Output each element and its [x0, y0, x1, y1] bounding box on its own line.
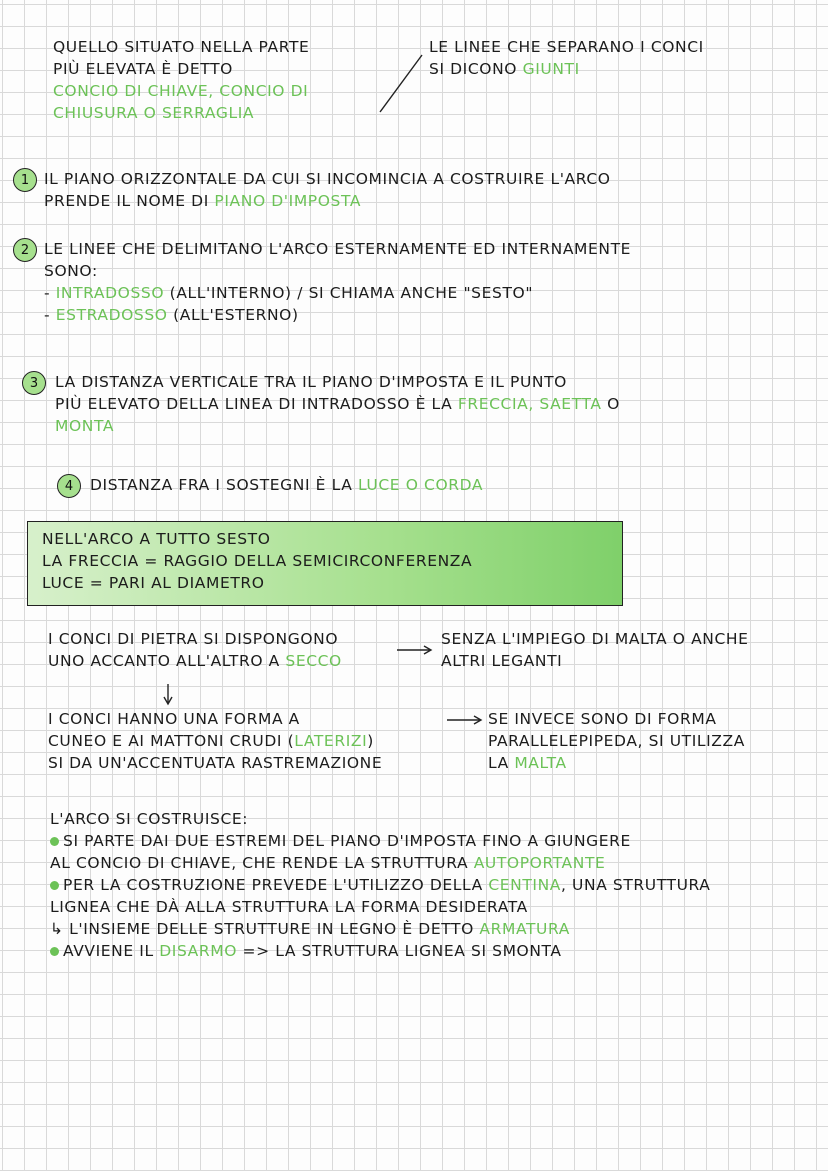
item-2: LE LINEE CHE DELIMITANO L'ARCO ESTERNAMENTE ED INTERNAMENTE SONO: - INTRADOSSO (ALL'INTERNO) / SI CHIAMA ANCHE "SESTO" - ESTRADOSSO (ALL'ESTERNO) [44, 240, 632, 324]
section-line: => LA STRUTTURA LIGNEA SI SMONTA [237, 942, 562, 960]
item-1 [44, 168, 611, 212]
top-left-note [53, 36, 309, 124]
section-heading: L'ARCO SI COSTRUISCE: [50, 810, 249, 828]
flow2-right [488, 708, 745, 774]
note-line: PIÙ ELEVATA È DETTO [53, 60, 233, 78]
item-line: O [601, 395, 620, 413]
item-line: (ALL'ESTERNO) [167, 306, 299, 324]
section-line: AL CONCIO DI CHIAVE, CHE RENDE LA STRUTTURA [50, 854, 474, 872]
term-giunti: GIUNTI [522, 60, 580, 78]
flow-line: UNO ACCANTO ALL'ALTRO A [48, 652, 286, 670]
flow1-right [441, 628, 749, 672]
section-line: L'INSIEME DELLE STRUTTURE IN LEGNO È DETTO [63, 920, 480, 938]
term-freccia: FRECCIA, SAETTA [457, 395, 602, 413]
section-line: , UNA STRUTTURA [561, 876, 711, 894]
highlight-box [27, 521, 623, 606]
bullet-dot-icon [50, 881, 59, 890]
term-laterizi: LATERIZI [294, 732, 368, 750]
term-intradosso: INTRADOSSO [55, 284, 165, 302]
note-line: QUELLO SITUATO NELLA PARTE [53, 38, 310, 56]
item-line: SONO: [44, 262, 98, 280]
item-number-badge: 3 [22, 371, 46, 395]
term-disarmo: DISARMO [159, 942, 238, 960]
note-line: LE LINEE CHE SEPARANO I CONCI [429, 38, 704, 56]
flow-line: I CONCI HANNO UNA FORMA A [48, 710, 300, 728]
flow-line: ) [367, 732, 374, 750]
term-estradosso: ESTRADOSSO [55, 306, 168, 324]
box-line: LA FRECCIA = RAGGIO DELLA SEMICIRCONFERENZA [42, 552, 473, 570]
box-line: NELL'ARCO A TUTTO SESTO [42, 530, 271, 548]
item-3 [55, 371, 620, 437]
bullet-dot-icon [50, 837, 59, 846]
box-line: LUCE = PARI AL DIAMETRO [42, 574, 265, 592]
section-line: LIGNEA CHE DÀ ALLA STRUTTURA LA FORMA DESIDERATA [50, 898, 528, 916]
item-number-badge: 2 [13, 238, 37, 262]
flow-line: I CONCI DI PIETRA SI DISPONGONO [48, 630, 339, 648]
flow-line: SENZA L'IMPIEGO DI MALTA O ANCHE [441, 630, 749, 648]
term-piano-d-imposta: PIANO D'IMPOSTA [214, 192, 362, 210]
term-armatura: ARMATURA [479, 920, 570, 938]
term-monta: MONTA [55, 417, 115, 435]
flow-line: CUNEO E AI MATTONI CRUDI ( [48, 732, 295, 750]
term-malta: MALTA [514, 754, 567, 772]
item-number-badge: 4 [57, 474, 81, 498]
item-line: DISTANZA FRA I SOSTEGNI È LA [90, 476, 358, 494]
flow2-left [48, 708, 382, 774]
construction-section [50, 808, 711, 962]
item-4 [90, 474, 483, 496]
flow-line: SE INVECE SONO DI FORMA [488, 710, 717, 728]
hook-arrow-icon: ↳ [50, 920, 64, 938]
section-line: AVVIENE IL [63, 942, 160, 960]
term-centina: CENTINA [488, 876, 561, 894]
flow-line: SI DA UN'ACCENTUATA RASTREMAZIONE [48, 754, 383, 772]
term-luce-corda: LUCE O CORDA [357, 476, 484, 494]
term-serraglia: CHIUSURA O SERRAGLIA [53, 104, 255, 122]
item-line: PIÙ ELEVATO DELLA LINEA DI INTRADOSSO È LA [55, 395, 458, 413]
item-line: LA DISTANZA VERTICALE TRA IL PIANO D'IMPOSTA E IL PUNTO [55, 373, 567, 391]
diagonal-arrow [380, 55, 422, 112]
item-line: IL PIANO ORIZZONTALE DA CUI SI INCOMINCIA A COSTRUIRE L'ARCO [44, 170, 611, 188]
top-right-note [429, 36, 704, 80]
note-line: SI DICONO [429, 60, 523, 78]
bullet-dot-icon [50, 947, 59, 956]
section-line: SI PARTE DAI DUE ESTREMI DEL PIANO D'IMPOSTA FINO A GIUNGERE [63, 832, 631, 850]
flow-line: ALTRI LEGANTI [441, 652, 563, 670]
item-line: PRENDE IL NOME DI [44, 192, 215, 210]
flow1-left [48, 628, 342, 672]
flow-line: LA [488, 754, 515, 772]
item-line: (ALL'INTERNO) / SI CHIAMA ANCHE "SESTO" [164, 284, 534, 302]
flow-line: PARALLELEPIPEDA, SI UTILIZZA [488, 732, 745, 750]
section-line: PER LA COSTRUZIONE PREVEDE L'UTILIZZO DELLA [63, 876, 489, 894]
item-number-badge: 1 [13, 168, 37, 192]
term-autoportante: AUTOPORTANTE [473, 854, 606, 872]
term-concio-di-chiave: CONCIO DI CHIAVE, CONCIO DI [53, 82, 309, 100]
item-line: LE LINEE CHE DELIMITANO L'ARCO ESTERNAMENTE ED INTERNAMENTE [44, 240, 632, 258]
term-secco: SECCO [285, 652, 342, 670]
